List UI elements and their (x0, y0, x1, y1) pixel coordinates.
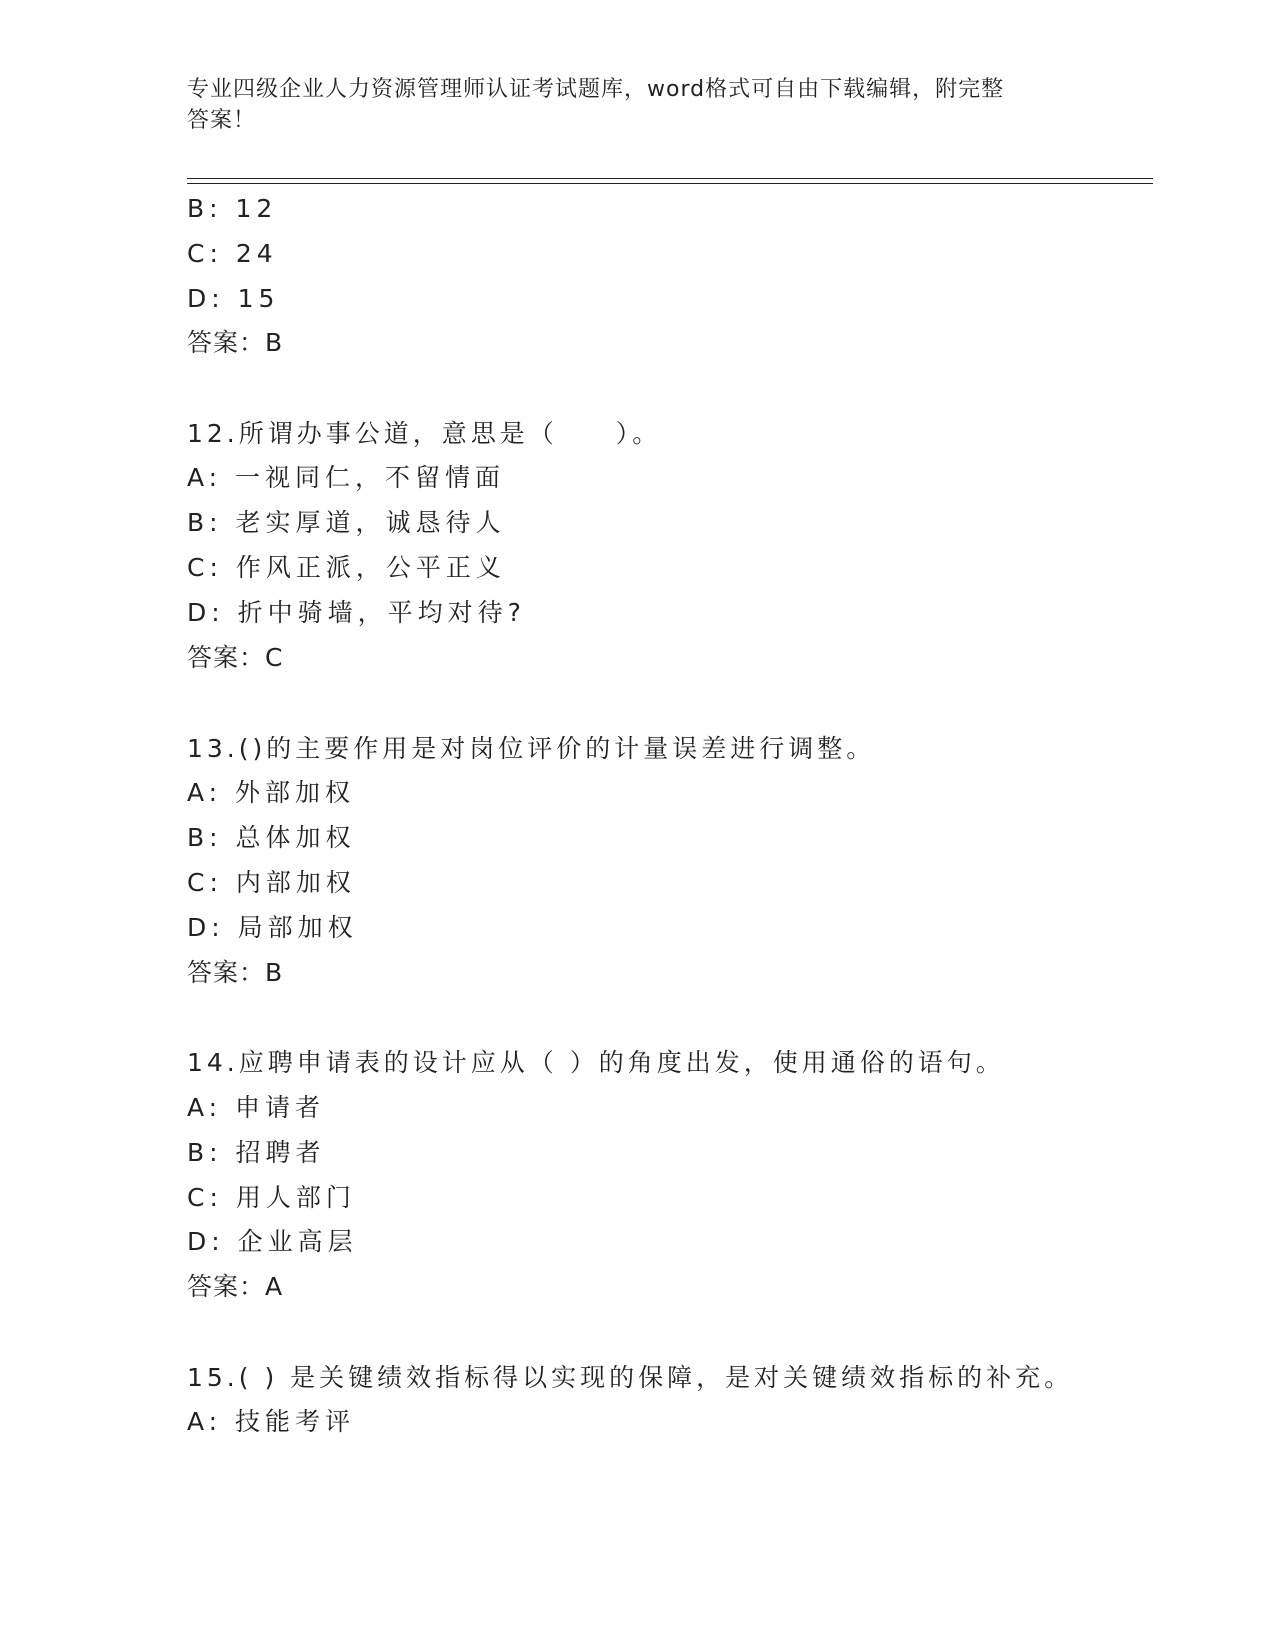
question-stem: 14.应聘申请表的设计应从（ ）的角度出发，使用通俗的语句。 (187, 1048, 1005, 1077)
option-d: D: 折中骑墙，平均对待? (187, 598, 526, 627)
option-a: A: 一视同仁，不留情面 (187, 463, 506, 492)
option-d: D: 局部加权 (187, 913, 358, 942)
header-divider-bottom (187, 183, 1153, 184)
answer: 答案：A (187, 1272, 284, 1301)
option-d: D: 15 (187, 284, 280, 313)
header-divider-top (187, 178, 1153, 179)
answer: 答案：B (187, 958, 284, 987)
option-b: B: 招聘者 (187, 1138, 326, 1167)
option-b: B: 12 (187, 194, 278, 223)
option-c: C: 内部加权 (187, 868, 356, 897)
option-c: C: 24 (187, 239, 278, 268)
option-a: A: 外部加权 (187, 778, 356, 807)
option-a: A: 申请者 (187, 1093, 326, 1122)
question-stem: 12.所谓办事公道，意思是（ ）。 (187, 419, 662, 448)
question-stem: 13.()的主要作用是对岗位评价的计量误差进行调整。 (187, 734, 876, 763)
option-c: C: 用人部门 (187, 1183, 356, 1212)
option-b: B: 总体加权 (187, 823, 356, 852)
option-c: C: 作风正派，公平正义 (187, 553, 506, 582)
document-header (187, 74, 1067, 136)
header-line-2: 答案！ (187, 108, 257, 133)
answer: 答案：B (187, 328, 284, 357)
question-stem: 15.( ) 是关键绩效指标得以实现的保障，是对关键绩效指标的补充。 (187, 1363, 1074, 1392)
answer: 答案：C (187, 643, 284, 672)
header-line-1: 专业四级企业人力资源管理师认证考试题库，word格式可自由下载编辑，附完整 (187, 77, 1005, 102)
option-d: D: 企业高层 (187, 1227, 358, 1256)
option-b: B: 老实厚道，诚恳待人 (187, 508, 506, 537)
option-a: A: 技能考评 (187, 1407, 356, 1436)
